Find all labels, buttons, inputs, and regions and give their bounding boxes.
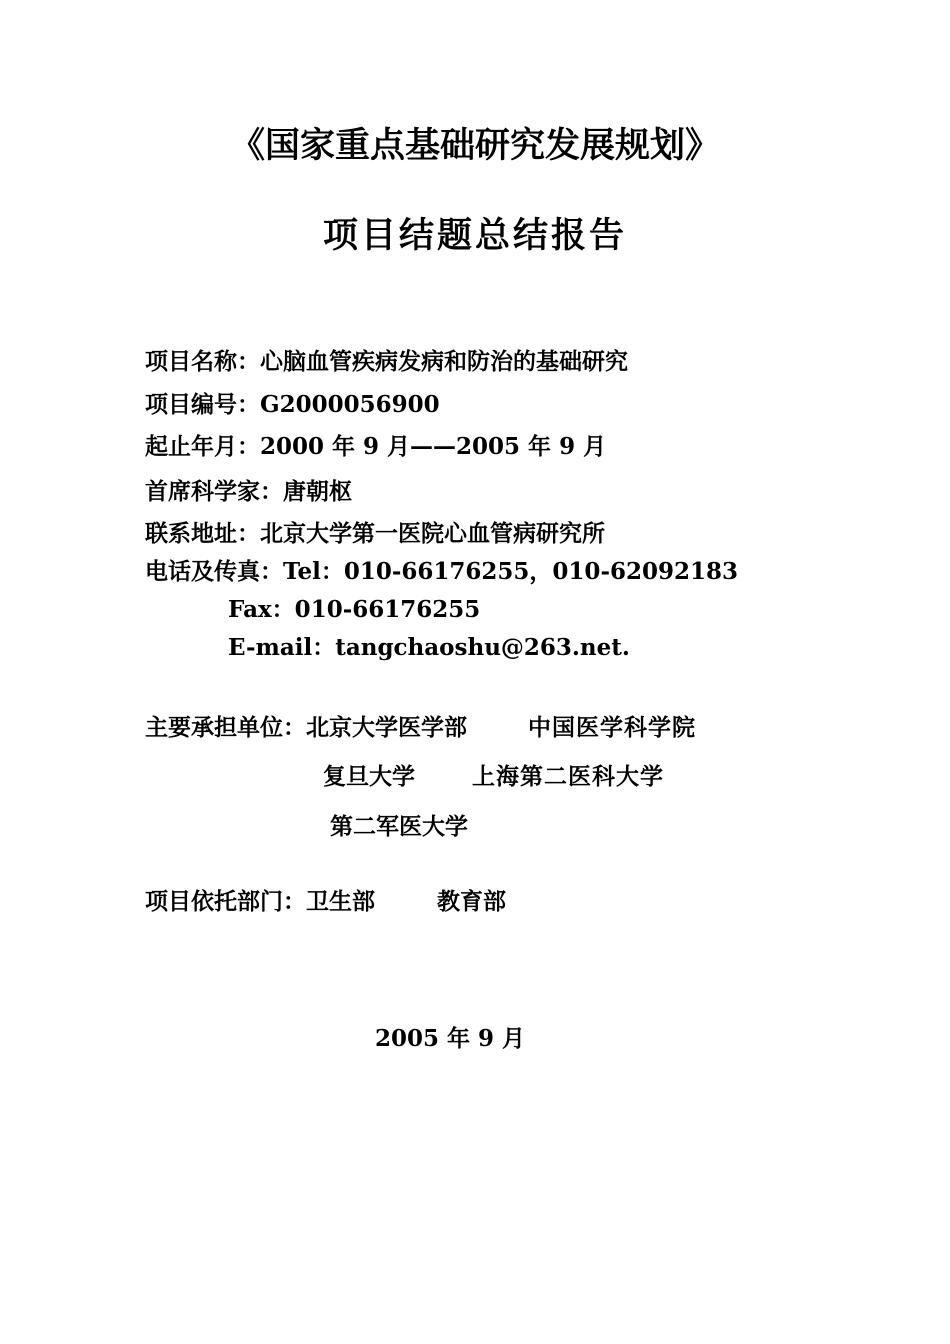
supporting-depts-label: 项目依托部门：卫生部	[145, 888, 375, 915]
project-name: 项目名称：心脑血管疾病发病和防治的基础研究	[145, 348, 628, 375]
unit-second-military: 第二军医大学	[330, 813, 468, 840]
document-title: 《国家重点基础研究发展规划》	[229, 125, 720, 166]
report-date: 2005 年 9 月	[374, 1025, 526, 1052]
unit-fudan: 复旦大学	[323, 763, 415, 790]
project-number: 项目编号：G2000056900	[145, 391, 440, 418]
chief-scientist: 首席科学家：唐朝枢	[145, 478, 352, 505]
contact-phone: 电话及传真：Tel：010-66176255，010-62092183	[145, 558, 739, 585]
supporting-dept-education: 教育部	[437, 888, 506, 915]
contact-email: E-mail：tangchaoshu@263.net.	[228, 634, 630, 661]
unit-cams: 中国医学科学院	[528, 714, 696, 741]
contact-address: 联系地址：北京大学第一医院心血管病研究所	[145, 520, 605, 547]
contact-fax: Fax：010-66176255	[228, 596, 481, 623]
document-subtitle: 项目结题总结报告	[322, 216, 627, 256]
project-period: 起止年月：2000 年 9 月——2005 年 9 月	[145, 433, 607, 460]
main-units-label: 主要承担单位：北京大学医学部	[145, 714, 467, 741]
unit-shanghai-second: 上海第二医科大学	[472, 763, 664, 790]
